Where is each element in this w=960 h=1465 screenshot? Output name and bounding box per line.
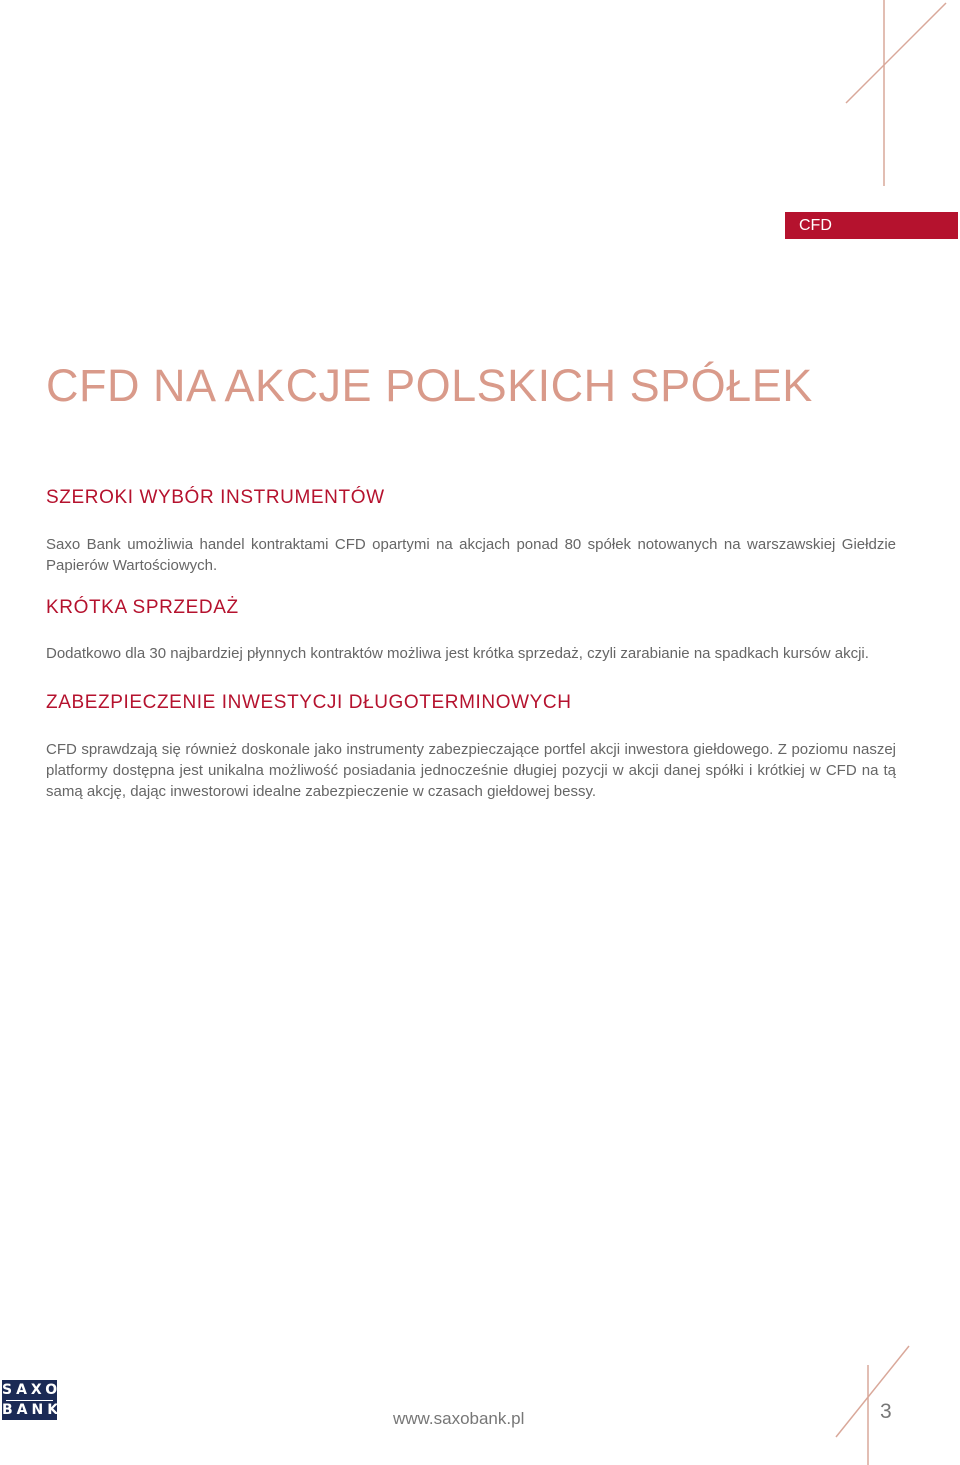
section-heading: ZABEZPIECZENIE INWESTYCJI DŁUGOTERMINOWYCH <box>46 692 572 713</box>
saxo-bank-logo <box>2 1380 63 1420</box>
section-body: Saxo Bank umożliwia handel kontraktami CFD opartymi na akcjach ponad 80 spółek notowanych na warszawskiej Giełdzie Papierów Wartościowych. <box>46 536 896 574</box>
section-body: CFD sprawdzają się również doskonale jako instrumenty zabezpieczające portfel akcji inwestora giełdowego. Z poziomu naszej platformy dostępna jest unikalna możliwość posiadania jednocześnie długiej pozycji w akcji danej spółki i krótkiej w CFD na tą samą akcję, dając inwestorowi idealne zabezpieczenie w czasach giełdowej bessy. <box>46 741 896 800</box>
bottom-diagonal-line <box>836 1346 909 1437</box>
page-title: CFD NA AKCJE POLSKICH SPÓŁEK <box>46 360 813 411</box>
section-short-selling <box>46 597 896 664</box>
section-heading: KRÓTKA SPRZEDAŻ <box>46 597 239 618</box>
logo-divider <box>6 1400 53 1401</box>
section-body: Dodatkowo dla 30 najbardziej płynnych kontraktów możliwa jest krótka sprzedaż, czyli zarabianie na spadkach kursów akcji. <box>46 645 869 662</box>
section-long-term-hedging <box>46 692 896 802</box>
logo-line-2: BANK <box>2 1402 63 1418</box>
logo-line-1: SAXO <box>2 1382 62 1398</box>
section-instrument-choice <box>46 487 896 576</box>
page-number: 3 <box>880 1400 892 1423</box>
section-heading: SZEROKI WYBÓR INSTRUMENTÓW <box>46 487 385 508</box>
footer-website-link[interactable]: www.saxobank.pl <box>393 1409 525 1428</box>
section-tag: CFD <box>785 212 958 239</box>
top-diagonal-line <box>846 3 946 103</box>
